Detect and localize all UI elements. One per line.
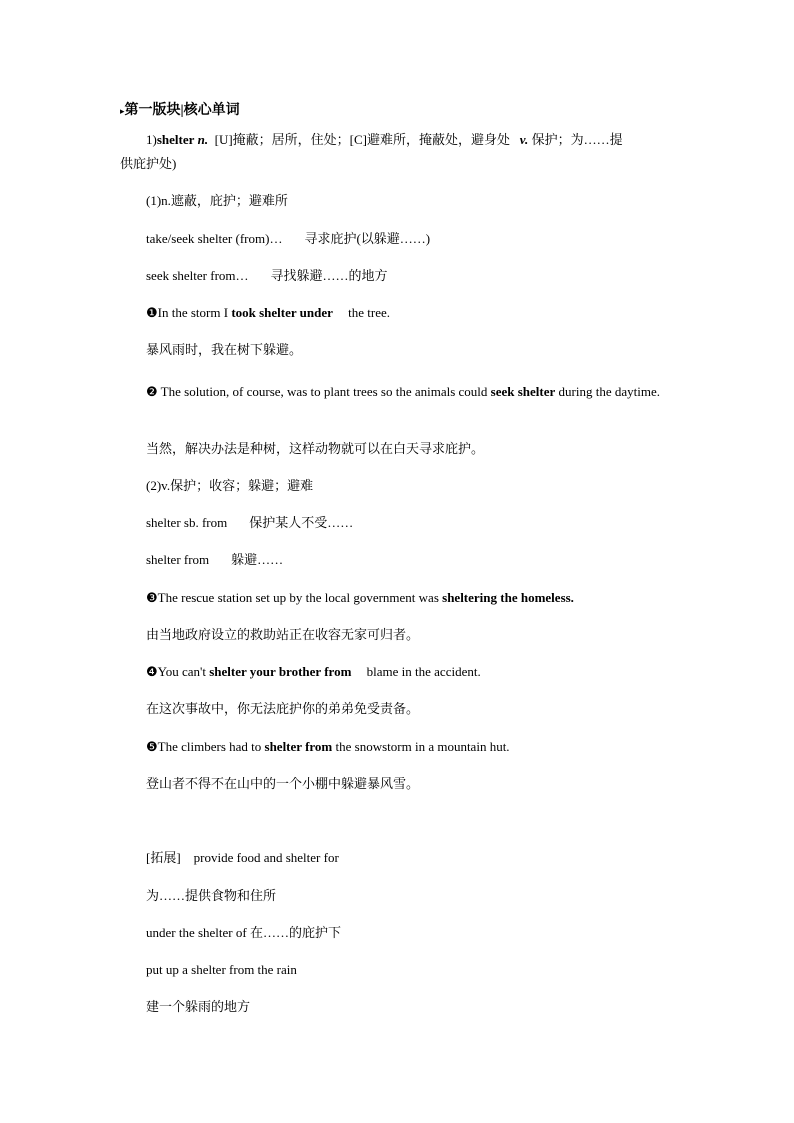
example-text: The rescue station set up by the local government was <box>157 590 443 605</box>
example-2-translation: 当然，解决办法是种树，这样动物就可以在白天寻求庇护。 <box>146 441 485 456</box>
entry-line-2: 供庇护处) <box>120 156 177 171</box>
phrase-zh: 躲避…… <box>231 552 284 567</box>
expand-tag: [拓展] <box>146 850 181 865</box>
example-4-translation: 在这次事故中，你无法庇护你的弟弟免受责备。 <box>146 701 420 716</box>
example-text: the tree. <box>344 305 391 320</box>
sec1-phrase-1 <box>146 231 430 247</box>
phrase-en: shelter sb. from <box>146 515 228 530</box>
heading-text: 第一版块|核心单词 <box>124 103 240 118</box>
phrase-zh: 保护某人不受…… <box>249 515 354 530</box>
expand-line-5: 建一个躲雨的地方 <box>146 999 251 1014</box>
example-text: You can't <box>157 664 210 679</box>
section-heading <box>120 103 240 119</box>
example-number: ❸ <box>146 590 158 605</box>
example-text: In the storm I <box>157 305 232 320</box>
example-text: the snowstorm in a mountain hut. <box>332 739 510 754</box>
entry-pos-noun: n. <box>197 132 209 147</box>
entry-def-noun: [U]掩蔽；居所，住处；[C]避难所，掩蔽处，避身处 <box>214 132 511 147</box>
sec2-phrase-2 <box>146 552 283 568</box>
example-number: ❹ <box>146 664 158 679</box>
sec2-phrase-1 <box>146 515 353 531</box>
phrase-en: seek shelter from… <box>146 268 249 283</box>
example-number: ❺ <box>146 739 158 754</box>
example-text: The solution, of course, was to plant trees so the animals could <box>157 384 491 399</box>
expand-phrase: provide food and shelter for <box>193 850 339 865</box>
entry-word: shelter <box>156 132 195 147</box>
example-text: during the daytime. <box>555 384 660 399</box>
expand-line-1 <box>146 850 339 866</box>
example-text: blame in the accident. <box>363 664 481 679</box>
heading-arrow-icon: ▸ <box>120 106 125 116</box>
expand-line-4: put up a shelter from the rain <box>146 962 297 977</box>
example-number: ❷ <box>146 384 158 399</box>
example-keyword: sheltering the homeless. <box>442 590 574 605</box>
example-keyword: took shelter under <box>231 305 333 320</box>
entry-def-verb-1: 保护；为……提 <box>531 132 623 147</box>
entry-line-1 <box>146 132 623 148</box>
sec2-title: (2)v.保护；收容；躲避；避难 <box>146 478 314 493</box>
sec1-title: (1)n.遮蔽，庇护；避难所 <box>146 193 288 208</box>
example-number: ❶ <box>146 305 158 320</box>
example-3-translation: 由当地政府设立的救助站正在收容无家可归者。 <box>146 627 420 642</box>
phrase-zh: 寻求庇护(以躲避……) <box>304 231 431 246</box>
phrase-en: shelter from <box>146 552 210 567</box>
example-1-translation: 暴风雨时，我在树下躲避。 <box>146 342 303 357</box>
example-text: The climbers had to <box>157 739 265 754</box>
example-5-translation: 登山者不得不在山中的一个小棚中躲避暴风雪。 <box>146 776 420 791</box>
example-2 <box>120 380 674 403</box>
example-3 <box>146 590 574 606</box>
example-keyword: seek shelter <box>490 384 556 399</box>
entry-pos-verb: v. <box>519 132 529 147</box>
expand-line-3: under the shelter of 在……的庇护下 <box>146 925 341 940</box>
example-4 <box>146 664 481 680</box>
example-1 <box>146 305 390 321</box>
sec1-phrase-2 <box>146 268 388 284</box>
example-keyword: shelter from <box>264 739 333 754</box>
entry-number: 1) <box>146 132 157 147</box>
expand-line-2: 为……提供食物和住所 <box>146 888 277 903</box>
phrase-zh: 寻找躲避……的地方 <box>270 268 388 283</box>
example-keyword: shelter your brother from <box>209 664 352 679</box>
example-5 <box>146 739 510 755</box>
phrase-en: take/seek shelter (from)… <box>146 231 283 246</box>
